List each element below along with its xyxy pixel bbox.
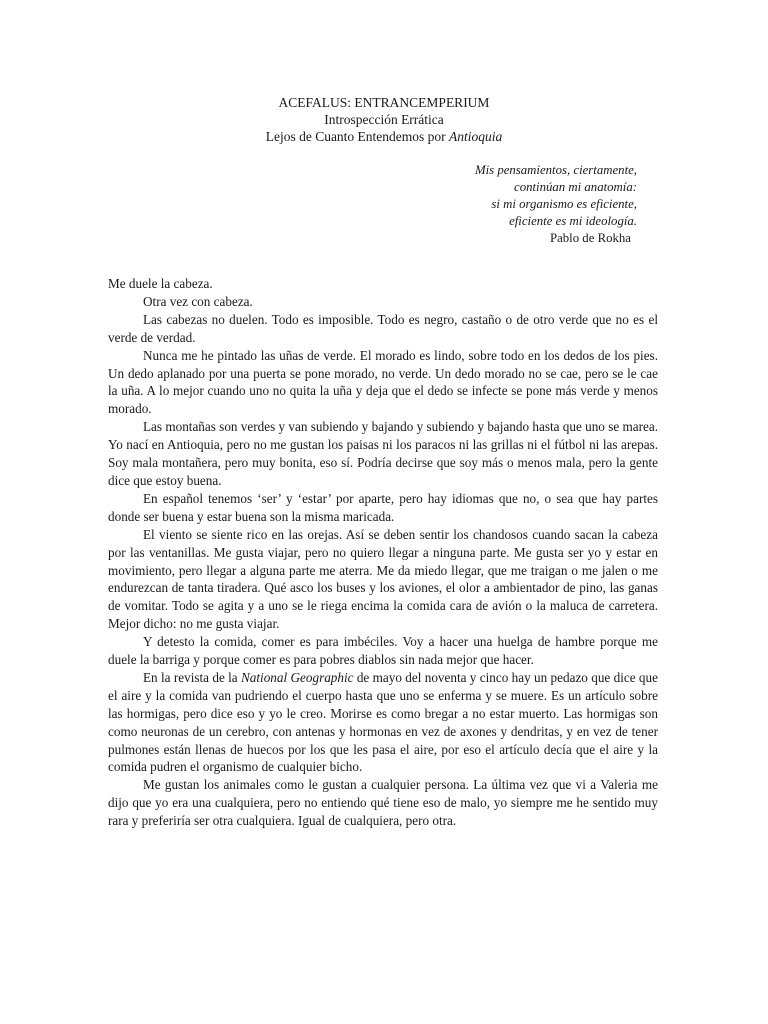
epigraph [475, 162, 637, 247]
paragraph: Y detesto la comida, comer es para imbéciles. Voy a hacer una huelga de hambre porque me duele la barriga y porque comer es para pobres diablos sin nada mejor que hacer. [108, 634, 658, 668]
epigraph-line: eficiente es mi ideología. [509, 214, 637, 228]
paragraph: Me gustan los animales como le gustan a cualquier persona. La última vez que vi a Valeria me dijo que yo era una cualquiera, pero no entiendo qué tiene eso de malo, yo siempre me he sentido muy rara y preferiría ser otra cualquiera. Igual de cualquiera, pero otra. [108, 777, 658, 829]
paragraph [108, 669, 658, 776]
epigraph-line: si mi organismo es eficiente, [491, 197, 637, 211]
epigraph-author: Pablo de Rokha [549, 231, 631, 245]
paragraph: Las cabezas no duelen. Todo es imposible. Todo es negro, castaño o de otro verde que no es el verde de verdad. [108, 311, 658, 345]
document-subtitle-2 [0, 128, 768, 145]
subtitle-2-text: Lejos de Cuanto Entendemos por [265, 129, 450, 144]
document-subtitle: Introspección Errática [324, 112, 444, 127]
body-text [108, 275, 658, 830]
subtitle-2-italic: Antioquia [449, 129, 503, 144]
paragraph: En español tenemos ‘ser’ y ‘estar’ por aparte, pero hay idiomas que no, o sea que hay partes donde ser buena y estar buena son la misma maricada. [108, 490, 658, 524]
document-header [0, 94, 768, 145]
epigraph-line: continúan mi anatomía: [514, 180, 637, 194]
document-title: ACEFALUS: ENTRANCEMPERIUM [278, 95, 490, 110]
paragraph: Nunca me he pintado las uñas de verde. El morado es lindo, sobre todo en los dedos de los pies. Un dedo aplanado por una puerta se pone morado, no verde. Un dedo morado no se cae, pero se le cae la uña. A lo mejor cuando uno no quita la uña y deja que el dedo se infecte se pone más verde y menos morado. [108, 347, 658, 417]
paragraph: Me duele la cabeza. [108, 276, 213, 291]
magazine-title: National Geographic [241, 669, 354, 685]
paragraph-text: de mayo del noventa y cinco hay un pedazo que dice que el aire y la comida van pudriendo el cuerpo hasta que uno se enferma y se muere. Es un artículo sobre las hormigas, pero dice eso y yo le creo. Morirse es como bregar a no estar muerto. Las hormigas son como neuronas de un cerebro, con antenas y hormonas en vez de axones y dendritas, y en vez de tener pulmones están llenas de huecos por los que les pasa el aire, por eso el artículo decía que el aire y la comida pudren el organismo de cualquier bicho. [108, 669, 658, 775]
paragraph: Las montañas son verdes y van subiendo y bajando y subiendo y bajando hasta que uno se marea. Yo nací en Antioquia, pero no me gustan los paisas ni los paracos ni las grillas ni el fútbol ni las arepas. Soy mala montañera, pero muy bonita, eso sí. Podría decirse que soy más o menos mala, pero la gente dice que estoy buena. [108, 419, 658, 488]
epigraph-line: Mis pensamientos, ciertamente, [474, 163, 637, 177]
paragraph: Otra vez con cabeza. [143, 293, 253, 309]
paragraph: El viento se siente rico en las orejas. Así se deben sentir los chandosos cuando sacan la cabeza por las ventanillas. Me gusta viajar, pero no quiero llegar a ninguna parte. Me gusta ser yo y estar en movimiento, pero llegar a alguna parte me aterra. Me da miedo llegar, que me traigan o me jalen o me endurezcan de tanta tiradera. Qué asco los buses y los aviones, el olor a ambientador de pino, las ganas de vomitar. Todo se agita y a uno se le riega encima la comida cara de avión o la maluca de carretera. Mejor dicho: no me gusta viajar. [108, 526, 658, 632]
paragraph-text: En la revista de la [143, 669, 241, 685]
